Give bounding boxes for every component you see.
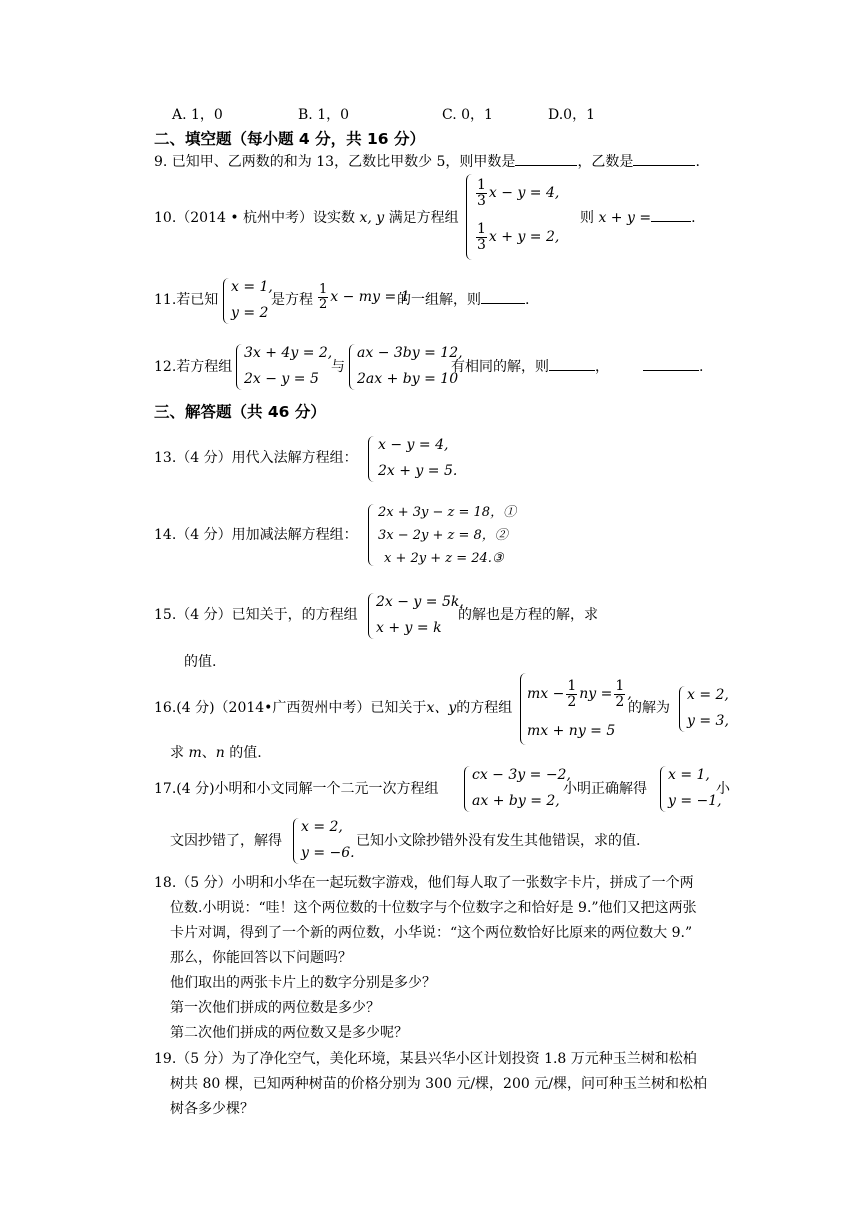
q16-sol-brace	[679, 686, 685, 732]
q16-s2: y = 3,	[687, 713, 729, 729]
q11-suffix-text: 的一组解，则	[397, 292, 481, 308]
q18-line-1: 18.（5 分）小明和小华在一起玩数字游戏，他们每人取了一张数字卡片，拼成了一个两	[154, 875, 694, 891]
q16-vars: x、y	[426, 700, 457, 716]
q11-suffix	[397, 293, 529, 307]
q11-eq2: y = 2	[231, 305, 269, 321]
option-d: D.0，1	[548, 107, 595, 123]
q15-brace	[368, 593, 374, 639]
q16-line2-a: 求	[170, 745, 184, 761]
q11-brace	[223, 278, 229, 324]
q10-brace	[466, 174, 472, 260]
q11-blank	[481, 303, 525, 304]
q15-suffix: 的解也是方程的解，求	[458, 607, 598, 623]
q10-frac2-num: 1	[477, 221, 486, 237]
q16-line2-c: 的值.	[229, 745, 262, 761]
q17-s1: x = 1,	[668, 767, 710, 783]
q15-line2: 的值.	[184, 654, 217, 670]
q18-line-2: 位数.小明说：“哇！这个两位数的十位数字与个位数字之和恰好是 9.”他们又把这两张	[170, 900, 697, 916]
q10-frac1-den: 3	[477, 192, 486, 209]
q12-sep: ，	[595, 359, 609, 375]
q11-eq1: x = 1,	[231, 279, 273, 295]
q12-prefix: 12.若方程组	[154, 359, 233, 375]
q16-prefix	[154, 701, 512, 715]
option-c: C. 0，1	[442, 107, 493, 123]
option-b: B. 1，0	[298, 107, 350, 123]
q10-frac2-den: 3	[477, 236, 486, 253]
q12-end: .	[699, 359, 704, 375]
q16-brace	[520, 673, 526, 745]
q10-vars: x, y	[359, 210, 385, 226]
q19-line-1: 19.（5 分）为了净化空气，美化环境，某县兴华小区计划投资 1.8 万元种玉兰树和松柏	[154, 1051, 697, 1067]
q17-w2: y = −6.	[301, 845, 355, 861]
q16-line2-n: n	[215, 745, 225, 761]
q17-mid: 小明正确解得	[563, 781, 647, 797]
q16-eq1-b: ny =	[579, 686, 613, 703]
q11-eq-tail: x − my = 1	[330, 289, 410, 306]
q10-ask-text: 则	[580, 210, 594, 226]
q17-line2-a: 文因抄错了，解得	[170, 833, 282, 849]
q13-prefix: 13.（4 分）用代入法解方程组：	[154, 450, 358, 466]
section-heading-fill-blank: 二、填空题（每小题 4 分，共 16 分）	[154, 130, 425, 148]
q10-ask	[580, 211, 696, 225]
q17-wrong-brace	[293, 818, 299, 864]
question-10-prefix	[154, 211, 459, 225]
q10-frac1-num: 1	[477, 177, 486, 193]
q12-a2: 2x − y = 5	[244, 371, 319, 387]
q12-blank-2	[643, 370, 699, 371]
q17-eq1: cx − 3y = −2,	[472, 767, 571, 783]
q17-line2-b: 已知小文除抄错外没有发生其他错误，求的值.	[356, 833, 641, 849]
q15-prefix: 15.（4 分）已知关于，的方程组	[154, 607, 358, 623]
q16-eq1-c: ,	[627, 686, 632, 703]
q14-eq3: x + 2y + z = 24.③	[384, 551, 504, 566]
q16-frac-num: 1	[567, 678, 577, 694]
q14-eq1: 2x + 3y − z = 18，①	[378, 505, 517, 520]
q18-line-3: 卡片对调，得到了一个新的两位数，小华说：“这个两位数恰好比原来的两位数大 9.”	[170, 925, 693, 941]
q16-line2-b: 、	[201, 745, 216, 761]
q14-prefix: 14.（4 分）用加减法解方程组：	[154, 527, 358, 543]
q16-eq2: mx + ny = 5	[527, 723, 616, 739]
q17-tail: 小	[716, 781, 730, 797]
q19-line-2: 树共 80 棵，已知两种树苗的价格分别为 300 元/棵，200 元/棵，问可种玉兰树和松柏	[170, 1076, 707, 1092]
q10-blank	[651, 221, 691, 222]
option-a: A. 1，0	[172, 107, 223, 123]
q16-rhs-num: 1	[615, 678, 625, 694]
q18-line-7: 第二次他们拼成的两位数又是多少呢？	[170, 1025, 408, 1041]
q18-line-4: 那么，你能回答以下问题吗？	[170, 950, 352, 966]
q10-end: .	[691, 210, 696, 226]
q16-line2-m: m	[188, 745, 202, 761]
q17-eq2: ax + by = 2,	[472, 793, 560, 809]
q17-w1: x = 2,	[301, 819, 343, 835]
q11-equation	[316, 283, 410, 311]
q16-s1: x = 2,	[687, 687, 729, 703]
q9-end: .	[695, 154, 700, 170]
q12-suffix	[451, 360, 703, 374]
q12-b2: 2ax + by = 10	[357, 371, 459, 387]
q12-b1: ax − 3by = 12,	[357, 345, 463, 361]
q16-eq1	[527, 679, 632, 709]
q10-eq2-tail: x + y = 2,	[488, 229, 560, 246]
q12-suffix-text: 有相同的解，则	[451, 359, 549, 375]
q18-line-6: 第一次他们拼成的两位数是多少？	[170, 1000, 380, 1016]
q16-mid: 的方程组	[456, 700, 513, 716]
q11-frac-num: 1	[319, 282, 328, 297]
q16-sol-prefix: 的解为	[628, 700, 670, 716]
q10-equation-1	[474, 178, 559, 208]
q12-blank-1	[549, 370, 595, 371]
q15-eq1: 2x − y = 5k,	[376, 594, 464, 610]
q11-prefix: 11.若已知	[154, 292, 219, 308]
q13-eq1: x − y = 4,	[378, 437, 449, 453]
q17-s2: y = −1,	[668, 793, 722, 809]
q15-eq2: x + y = k	[376, 620, 442, 636]
q13-brace	[368, 436, 374, 482]
q12-a1: 3x + 4y = 2,	[244, 345, 333, 361]
q16-prefix-text: 16.(4 分)（2014•广西贺州中考）已知关于	[154, 700, 427, 716]
q10-ask-expr: x + y =	[598, 210, 652, 226]
q10-eq1-tail: x − y = 4,	[488, 185, 560, 202]
q9-text: 9. 已知甲、乙两数的和为 13，乙数比甲数少 5，则甲数是	[154, 154, 516, 170]
q10-equation-2	[474, 222, 559, 252]
q11-mid: 是方程	[271, 292, 313, 308]
q12-brace-b	[349, 344, 355, 390]
q18-line-5: 他们取出的两张卡片上的数字分别是多少？	[170, 975, 436, 991]
q17-brace	[464, 766, 470, 812]
q11-end: .	[525, 292, 530, 308]
q9-blank-2	[633, 165, 695, 166]
q13-eq2: 2x + y = 5.	[378, 463, 458, 479]
q11-frac-den: 2	[319, 296, 328, 312]
question-9	[154, 155, 700, 169]
q16-eq1-a: mx −	[527, 686, 565, 703]
q17-prefix: 17.(4 分)小明和小文同解一个二元一次方程组	[154, 781, 439, 797]
q9-mid: ，乙数是	[577, 154, 634, 170]
q10-suffix: 满足方程组	[388, 210, 459, 226]
q17-sol-brace	[660, 766, 666, 812]
q12-brace-a	[236, 344, 242, 390]
q12-with: 与	[331, 359, 345, 375]
q10-prefix-text: 10.（2014 • 杭州中考）设实数	[154, 210, 356, 226]
q16-frac-den: 2	[567, 693, 577, 710]
q14-eq2: 3x − 2y + z = 8，②	[378, 528, 508, 543]
q9-blank-1	[515, 165, 577, 166]
q19-line-3: 树各多少棵？	[170, 1101, 254, 1117]
q16-rhs-den: 2	[615, 693, 625, 710]
q16-line2	[170, 746, 262, 760]
section-heading-solve: 三、解答题（共 46 分）	[154, 403, 326, 421]
q14-brace	[368, 504, 374, 566]
